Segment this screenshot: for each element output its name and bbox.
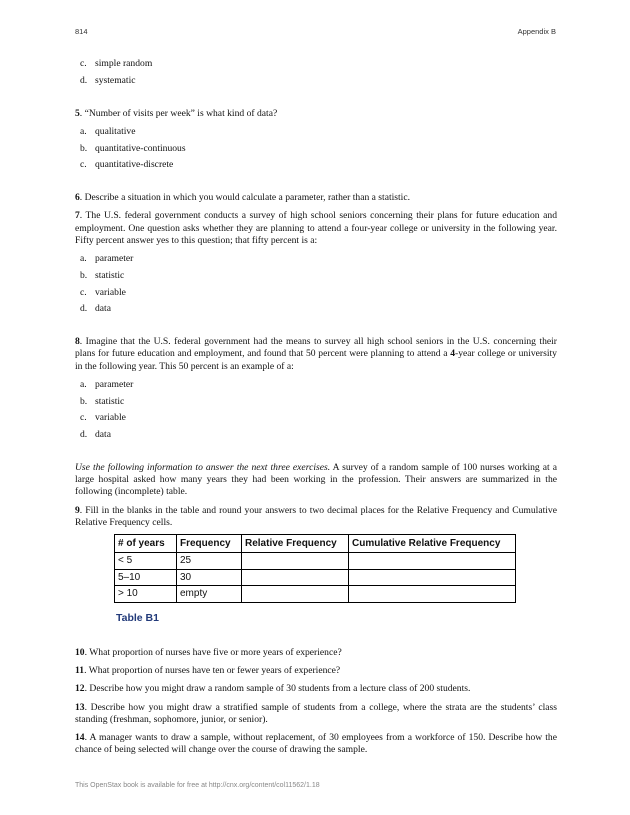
option-letter: c. — [80, 286, 87, 298]
table-row — [115, 553, 516, 570]
nurses-years-table — [114, 534, 516, 603]
option-letter: c. — [80, 159, 87, 171]
q5-option-a — [80, 126, 557, 138]
question-6 — [75, 192, 557, 204]
option-text: quantitative-continuous — [95, 142, 186, 154]
question-5 — [75, 108, 557, 120]
table-cell — [242, 586, 349, 603]
table-header-row — [115, 535, 516, 553]
question-text: . What proportion of nurses have ten or fewer years of experience? — [84, 665, 341, 677]
question-number: 6 — [75, 192, 80, 204]
question-text: . The U.S. federal government conducts a survey of high school seniors concerning their plans for future education and employment. One question asks whether they are planning to attend a four-year college or university in the following year. Fifty percent answer yes to this question; that fifty percent is a: — [75, 210, 557, 246]
question-13 — [75, 702, 557, 726]
question-text: . Fill in the blanks in the table and round your answers to two decimal places for the Relative Frequency and Cumulative Relative Frequency cells. — [75, 504, 557, 528]
option-text: systematic — [95, 74, 136, 86]
option-text: data — [95, 303, 111, 315]
option-text: simple random — [95, 58, 153, 69]
q5-option-b — [80, 143, 557, 155]
intro-italic: Use the following information to answer the next three exercises. — [75, 461, 331, 473]
option-text: variable — [95, 286, 126, 298]
q8-option-b — [80, 396, 557, 408]
section-title: Appendix B — [517, 27, 556, 36]
option-text: quantitative-discrete — [95, 159, 174, 171]
option-text: data — [95, 429, 111, 441]
option-letter: c. — [80, 412, 87, 424]
q7-option-a — [80, 253, 557, 265]
question-text: . What proportion of nurses have five or more years of experience? — [84, 647, 342, 658]
q7-option-b — [80, 270, 557, 282]
question-10 — [75, 647, 557, 659]
table-cell: 5–10 — [115, 569, 177, 586]
option-letter: a. — [80, 253, 87, 264]
q4-option-d — [80, 75, 557, 87]
question-12 — [75, 683, 557, 695]
table-header: # of years — [115, 535, 177, 553]
option-text: parameter — [95, 378, 134, 390]
q8-option-c — [80, 412, 557, 424]
option-letter: d. — [80, 429, 88, 441]
table-header: Relative Frequency — [242, 535, 349, 553]
question-number: 7 — [75, 210, 80, 222]
option-text: statistic — [95, 395, 125, 407]
option-letter: d. — [80, 74, 88, 86]
q7-option-d — [80, 303, 557, 315]
table-row — [115, 586, 516, 603]
table-cell — [242, 569, 349, 586]
question-text: . Describe how you might draw a stratified sample of students from a college, where the strata are the students’ class standing (freshman, sophomore, junior, or senior). — [75, 701, 557, 725]
option-letter: b. — [80, 395, 88, 407]
option-text: statistic — [95, 269, 125, 281]
option-text: parameter — [95, 253, 134, 264]
question-text: . Imagine that the U.S. federal government had the means to survey all high school seniors in the U.S. concerning their plans for future education and employment, and found that 50 percent were planning to attend a — [75, 336, 557, 360]
question-number: 13 — [75, 701, 85, 713]
table-header: Frequency — [177, 535, 242, 553]
intro-text: A survey of a random sample of 100 nurses working at a large hospital asked how many years they had been working in the profession. Their answers are summarized in the following (incomplete) table. — [75, 461, 558, 498]
table-cell — [349, 569, 516, 586]
q8-option-a — [80, 379, 557, 391]
option-letter: d. — [80, 303, 88, 315]
question-text: . Describe how you might draw a random sample of 30 students from a lecture class of 200 students. — [84, 683, 471, 695]
question-number: 8 — [75, 336, 80, 348]
question-number: 5 — [75, 107, 80, 119]
table-caption: Table B1 — [116, 612, 159, 624]
question-9 — [75, 505, 557, 529]
option-text: variable — [95, 412, 126, 424]
option-letter: a. — [80, 125, 87, 137]
table-header: Cumulative Relative Frequency — [349, 535, 516, 553]
option-letter: a. — [80, 378, 87, 390]
table-cell: < 5 — [115, 553, 177, 570]
exercise-list — [75, 58, 557, 535]
table-cell — [349, 586, 516, 603]
option-letter: b. — [80, 269, 88, 281]
table-cell — [349, 553, 516, 570]
exercise-intro — [75, 462, 557, 499]
q7-option-c — [80, 287, 557, 299]
question-number: 12 — [75, 683, 85, 695]
question-text: . A manager wants to draw a sample, without replacement, of 30 employees from a workforce of 150. Describe how the chance of being selected will change over the course of drawing the sample. — [75, 732, 557, 756]
q5-option-c — [80, 159, 557, 171]
question-number: 10 — [75, 647, 85, 658]
q8-option-d — [80, 429, 557, 441]
table-cell: empty — [177, 586, 242, 603]
page-footer: This OpenStax book is available for free at http://cnx.org/content/col11562/1.18 — [75, 782, 320, 789]
table-cell: 30 — [177, 569, 242, 586]
option-letter: b. — [80, 142, 88, 154]
question-number: 11 — [75, 665, 85, 677]
q4-option-c — [80, 58, 557, 70]
question-11 — [75, 665, 557, 677]
option-letter: c. — [80, 58, 87, 69]
question-text: . “Number of visits per week” is what kind of data? — [79, 107, 278, 119]
question-text: -year college or university in the following year. This 50 percent is an example of a: — [75, 348, 557, 372]
table-cell — [242, 553, 349, 570]
question-text: . Describe a situation in which you would calculate a parameter, rather than a statistic. — [79, 192, 411, 204]
question-8 — [75, 336, 557, 373]
question-7 — [75, 210, 557, 247]
question-number: 14 — [75, 732, 85, 744]
table-cell: > 10 — [115, 586, 177, 603]
question-14 — [75, 732, 557, 756]
table-cell: 25 — [177, 553, 242, 570]
page-number: 814 — [75, 27, 88, 36]
option-text: qualitative — [95, 125, 136, 137]
exercise-list-continued — [75, 647, 557, 762]
table-row — [115, 569, 516, 586]
question-text-bold: 4 — [450, 348, 456, 360]
question-number: 9 — [75, 504, 80, 516]
